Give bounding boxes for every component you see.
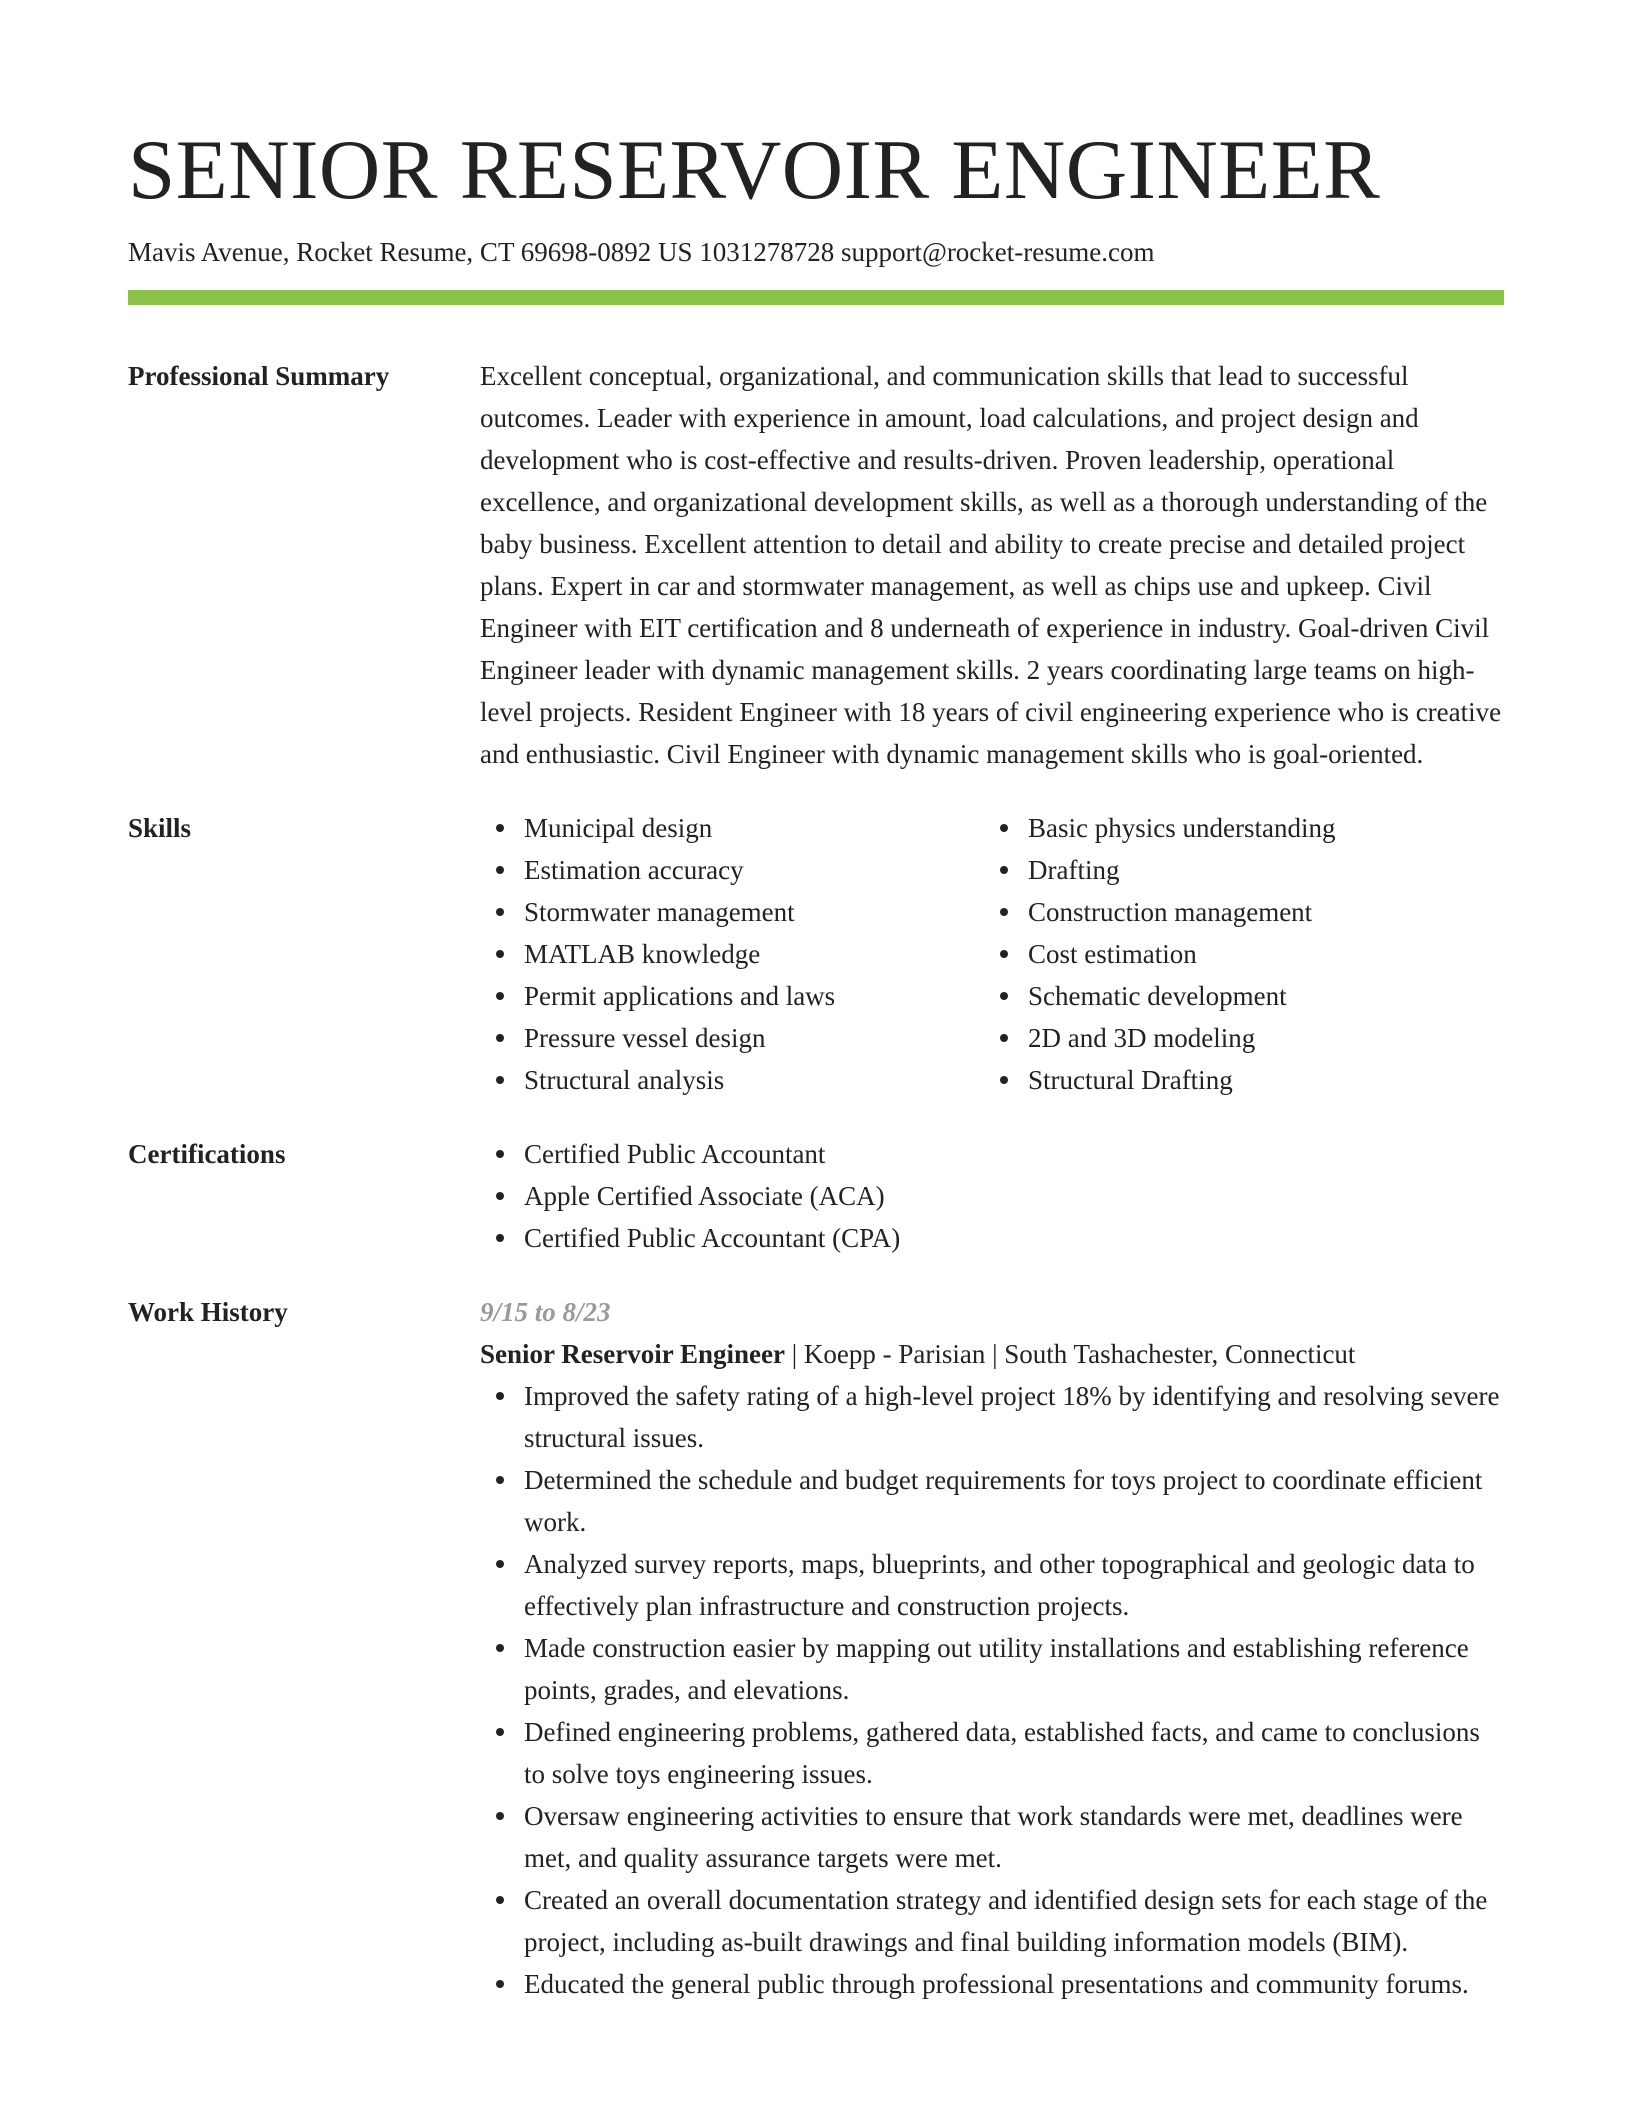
section-label: Professional Summary <box>128 361 390 391</box>
skill-item: Cost estimation <box>1028 933 1488 975</box>
certification-item: Apple Certified Associate (ACA) <box>524 1175 1504 1217</box>
section-label: Skills <box>128 813 192 843</box>
section-label: Certifications <box>128 1139 286 1169</box>
job-responsibilities-list <box>480 1375 1504 2005</box>
skills-body <box>480 807 1504 1101</box>
summary-text: Excellent conceptual, organizational, and communication skills that lead to successful outcomes. Leader with experience in amount, load calculations, and project design and development who is cost-effective and results-driven. Proven leadership, operational excellence, and organizational development skills, as well as a thorough understanding of the baby business. Excellent attention to detail and ability to create precise and detailed project plans. Expert in car and stormwater management, as well as chips use and upkeep. Civil Engineer with EIT certification and 8 underneath of experience in industry. Goal-driven Civil Engineer leader with dynamic management skills. 2 years coordinating large teams on high-level projects. Resident Engineer with 18 years of civil engineering experience who is creative and enthusiastic. Civil Engineer with dynamic management skills who is goal-oriented. <box>480 361 1502 769</box>
responsibility-item: Analyzed survey reports, maps, blueprints, and other topographical and geologic data to effectively plan infrastructure and construction projects. <box>524 1543 1504 1627</box>
header-divider <box>128 290 1504 305</box>
certifications-section <box>128 1133 1504 1259</box>
job-employer-location: | Koepp - Parisian | South Tashachester, Connecticut <box>784 1339 1356 1369</box>
work-history-section <box>128 1291 1504 2005</box>
skill-item: Construction management <box>1028 891 1488 933</box>
skills-list-right <box>984 807 1488 1101</box>
certification-item: Certified Public Accountant <box>524 1133 1504 1175</box>
skill-item: MATLAB knowledge <box>524 933 984 975</box>
responsibility-item: Educated the general public through professional presentations and community forums. <box>524 1963 1504 2005</box>
responsibility-item: Created an overall documentation strategy and identified design sets for each stage of the project, including as-built drawings and final building information models (BIM). <box>524 1879 1504 1963</box>
contact-info: Mavis Avenue, Rocket Resume, CT 69698-0892 US 1031278728 support@rocket-resume.com <box>128 237 1155 267</box>
job-dates: 9/15 to 8/23 <box>480 1297 611 1327</box>
skill-item: Drafting <box>1028 849 1488 891</box>
skills-section <box>128 807 1504 1101</box>
responsibility-item: Oversaw engineering activities to ensure that work standards were met, deadlines were met, and quality assurance targets were met. <box>524 1795 1504 1879</box>
skill-item: Pressure vessel design <box>524 1017 984 1059</box>
skills-column-left <box>480 807 984 1101</box>
skill-item: Permit applications and laws <box>524 975 984 1017</box>
skills-list-left <box>480 807 984 1101</box>
skill-item: 2D and 3D modeling <box>1028 1017 1488 1059</box>
section-label: Work History <box>128 1297 288 1327</box>
skills-grid <box>480 807 1504 1101</box>
skill-item: Stormwater management <box>524 891 984 933</box>
job-title: Senior Reservoir Engineer <box>480 1339 785 1369</box>
work-history-body <box>480 1291 1504 2005</box>
certifications-body <box>480 1133 1504 1259</box>
skill-item: Structural Drafting <box>1028 1059 1488 1101</box>
responsibility-item: Determined the schedule and budget requirements for toys project to coordinate efficient work. <box>524 1459 1504 1543</box>
skill-item: Basic physics understanding <box>1028 807 1488 849</box>
certification-item: Certified Public Accountant (CPA) <box>524 1217 1504 1259</box>
responsibility-item: Defined engineering problems, gathered data, established facts, and came to conclusions to solve toys engineering issues. <box>524 1711 1504 1795</box>
skill-item: Municipal design <box>524 807 984 849</box>
responsibility-item: Improved the safety rating of a high-level project 18% by identifying and resolving severe structural issues. <box>524 1375 1504 1459</box>
responsibility-item: Made construction easier by mapping out utility installations and establishing reference points, grades, and elevations. <box>524 1627 1504 1711</box>
professional-summary-section <box>128 355 1504 775</box>
skill-item: Estimation accuracy <box>524 849 984 891</box>
skill-item: Schematic development <box>1028 975 1488 1017</box>
resume-page <box>128 0 1504 2005</box>
job-heading <box>480 1333 1504 1375</box>
certifications-list <box>480 1133 1504 1259</box>
skill-item: Structural analysis <box>524 1059 984 1101</box>
resume-title: SENIOR RESERVOIR ENGINEER <box>128 123 1381 217</box>
skills-column-right <box>984 807 1488 1101</box>
